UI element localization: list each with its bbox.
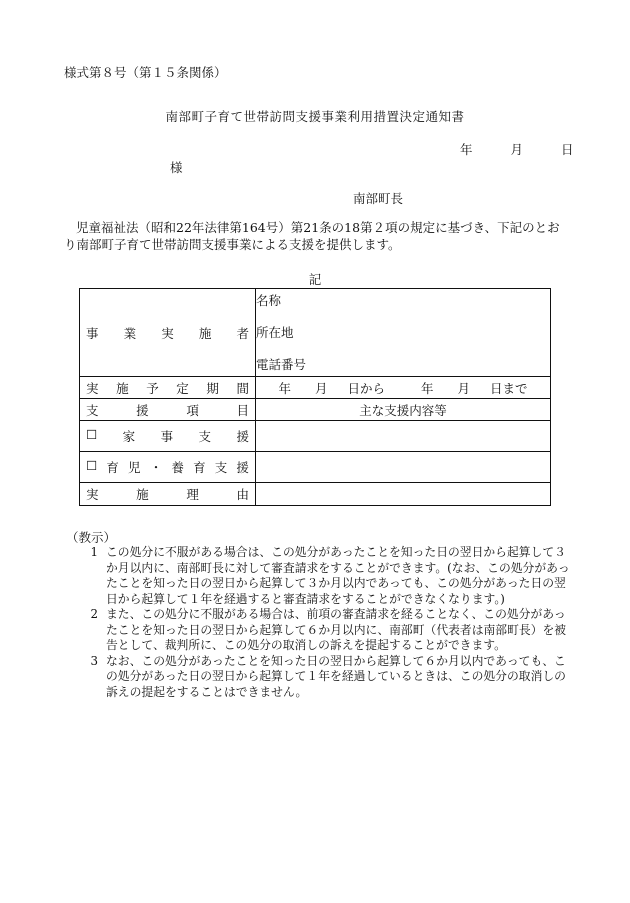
childcare-row [80, 452, 551, 483]
provider-label [80, 289, 256, 377]
reason-label [80, 483, 256, 506]
housework-label [80, 421, 256, 452]
notice-text: この処分に不服がある場合は、この処分があったことを知った日の翌日から起算して３か月以内に、南部町長に対して審査請求をすることができます。(なお、この処分があったことを知った日の翌日から起算して３か月以内であっても、この処分があった日の翌日から起算して１年を経過すると審査請求をすることができなくなります。) [106, 545, 570, 606]
period-month-2: 月 [457, 380, 471, 396]
support-item-label [80, 399, 256, 421]
provider-name-label: 名称 [256, 293, 282, 308]
childcare-checkbox[interactable]: ☐ [86, 458, 98, 473]
label-char: 援 [136, 402, 149, 418]
provider-address-label: 所在地 [256, 325, 294, 340]
label-char: 予 [146, 380, 159, 396]
label-char: 間 [236, 380, 249, 396]
period-year-2: 年 [421, 380, 434, 396]
label-char: 者 [236, 325, 249, 341]
housework-checkbox[interactable]: ☐ [86, 427, 98, 442]
notice-text: なお、この処分があったことを知った日の翌日から起算して６か月以内であっても、この処分があった日の翌日から起算して１年を経過しているときは、この処分の取消しの訴えの提起をすることはできません。 [106, 653, 566, 699]
label-char: 育 [193, 460, 206, 475]
label-char: 項 [186, 402, 199, 418]
notice-item [66, 545, 570, 607]
date-line [460, 140, 573, 158]
period-label [80, 377, 256, 399]
date-month: 月 [510, 142, 523, 157]
label-char: 期 [206, 380, 219, 396]
label-char: 支 [198, 429, 212, 444]
issuer: 南部町長 [353, 191, 404, 206]
ki-heading: 記 [308, 272, 322, 287]
reason-content[interactable] [256, 483, 551, 506]
label-char: 実 [86, 487, 99, 502]
period-row [80, 377, 551, 399]
provider-phone-label: 電話番号 [256, 357, 307, 372]
label-char: 児 [128, 460, 141, 475]
detail-table [79, 288, 551, 506]
label-char: 支 [86, 402, 99, 418]
reason-row [80, 483, 551, 506]
label-char: 養 [171, 460, 184, 475]
label-char: 事 [160, 429, 174, 444]
notice-number: 2 [90, 607, 98, 621]
body-text: 児童福祉法（昭和22年法律第164号）第21条の18第２項の規定に基づき、下記のとおり南部町子育て世帯訪問支援事業による支援を提供します。 [64, 220, 560, 252]
label-char: 由 [236, 487, 249, 502]
label-char: 支 [214, 460, 228, 475]
label-char: 定 [176, 380, 189, 396]
label-char: 家 [122, 429, 136, 444]
childcare-content[interactable] [256, 452, 551, 483]
date-year: 年 [460, 142, 473, 157]
date-day: 日 [560, 142, 574, 157]
label-char: 施 [116, 380, 129, 396]
housework-row [80, 421, 551, 452]
provider-info [256, 289, 551, 377]
support-content-header: 主な支援内容等 [256, 399, 551, 421]
notice-item [66, 654, 570, 701]
label-char: ・ [149, 460, 163, 475]
label-char: 援 [236, 429, 249, 444]
housework-content[interactable] [256, 421, 551, 452]
notice-text: また、この処分に不服がある場合は、前項の審査請求を経ることなく、この処分があったことを知った日の翌日から起算して６か月以内に、南部町（代表者は南部町長）を被告として、裁判所に、この処分の取消しの訴えを提起することができます。 [106, 607, 567, 652]
period-year-1: 年 [278, 380, 291, 396]
label-char: 理 [186, 487, 199, 502]
form-number: 様式第８号（第１５条関係） [64, 65, 227, 80]
label-char: 育 [106, 460, 119, 475]
label-char: 事 [86, 325, 99, 341]
childcare-label [80, 452, 256, 483]
label-char: 施 [136, 487, 149, 502]
support-item-row [80, 399, 551, 421]
notice-list [66, 545, 570, 700]
period-value [256, 377, 551, 399]
provider-row [80, 289, 551, 377]
period-month-1: 月 [314, 380, 328, 396]
period-day-to: 日まで [490, 380, 528, 396]
notice-heading: （教示） [66, 530, 117, 545]
label-char: 実 [86, 380, 99, 396]
label-char: 目 [236, 402, 249, 418]
label-char: 業 [123, 325, 137, 341]
label-char: 実 [161, 325, 174, 341]
label-char: 施 [198, 325, 212, 341]
notice-number: 1 [90, 545, 98, 559]
notice-item [66, 607, 570, 654]
notice-number: 3 [90, 653, 98, 668]
period-day-from: 日から [347, 380, 385, 396]
label-char: 援 [236, 460, 249, 475]
document-title: 南部町子育て世帯訪問支援事業利用措置決定通知書 [165, 109, 465, 124]
addressee-suffix: 様 [170, 160, 183, 175]
